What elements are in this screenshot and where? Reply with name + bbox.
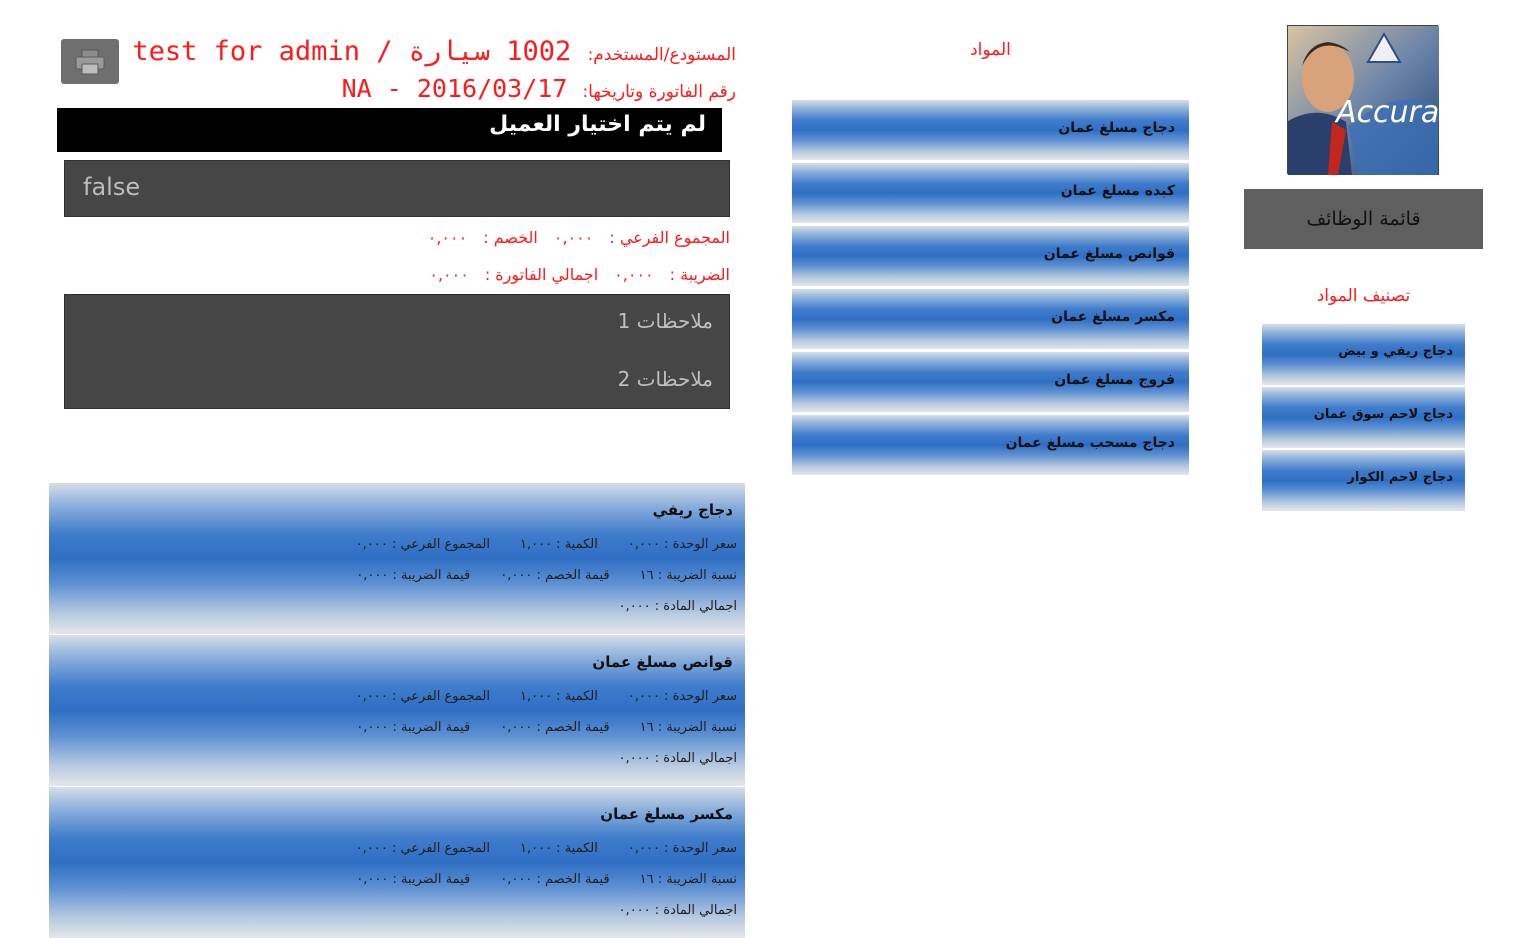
logo-image bbox=[1288, 26, 1439, 175]
item-unit-price: سعر الوحدة : ٠,٠٠٠ bbox=[627, 537, 737, 552]
item-tax-value: قيمة الضريبة : ٠,٠٠٠ bbox=[356, 720, 471, 735]
category-button[interactable]: دجاج لاحم سوق عمان bbox=[1262, 387, 1465, 448]
material-button[interactable]: قوانص مسلغ عمان bbox=[792, 226, 1189, 286]
item-row-tax bbox=[326, 872, 737, 887]
item-quantity: الكمية : ١,٠٠٠ bbox=[519, 689, 598, 704]
item-quantity: الكمية : ١,٠٠٠ bbox=[519, 537, 598, 552]
invoice-items-list[interactable] bbox=[49, 483, 745, 918]
item-name: قوانص مسلغ عمان bbox=[592, 653, 733, 671]
item-tax-rate: نسبة الضريبة : ١٦ bbox=[639, 720, 737, 735]
item-unit-price: سعر الوحدة : ٠,٠٠٠ bbox=[627, 841, 737, 856]
material-button[interactable]: كبده مسلغ عمان bbox=[792, 163, 1189, 223]
discount-value: ٠,٠٠٠ bbox=[427, 228, 468, 247]
summary-line-1 bbox=[412, 228, 730, 247]
invoice-line-item[interactable] bbox=[49, 635, 745, 786]
material-button[interactable]: دجاج مسحب مسلغ عمان bbox=[792, 415, 1189, 475]
app-logo bbox=[1287, 25, 1438, 174]
materials-list bbox=[792, 100, 1189, 478]
invoice-line-item[interactable] bbox=[49, 483, 745, 634]
item-discount-value: قيمة الخصم : ٠,٠٠٠ bbox=[500, 720, 610, 735]
item-row-prices bbox=[326, 689, 737, 704]
invoice-line-item[interactable] bbox=[49, 787, 745, 938]
item-tax-rate: نسبة الضريبة : ١٦ bbox=[639, 568, 737, 583]
tax-label: الضريبة : bbox=[669, 265, 730, 284]
tax-value: ٠,٠٠٠ bbox=[614, 265, 654, 284]
item-discount-value: قيمة الخصم : ٠,٠٠٠ bbox=[500, 568, 610, 583]
invoice-total-label: اجمالي الفاتورة : bbox=[484, 265, 599, 284]
invoice-number-line bbox=[342, 74, 736, 103]
subtotal-label: المجموع الفرعي : bbox=[609, 228, 730, 247]
category-button[interactable]: دجاج ريفي و بيض bbox=[1262, 324, 1465, 385]
item-row-prices bbox=[326, 537, 737, 552]
item-subtotal: المجموع الفرعي : ٠,٠٠٠ bbox=[355, 841, 490, 856]
invoice-total-value: ٠,٠٠٠ bbox=[429, 265, 469, 284]
item-discount-value: قيمة الخصم : ٠,٠٠٠ bbox=[500, 872, 610, 887]
subtotal-value: ٠,٠٠٠ bbox=[553, 228, 594, 247]
categories-list bbox=[1262, 324, 1465, 513]
functions-menu-button[interactable]: قائمة الوظائف bbox=[1244, 189, 1483, 249]
user-warehouse-label: المستودع/المستخدم: bbox=[587, 45, 736, 65]
printer-icon bbox=[73, 48, 107, 76]
item-row-total bbox=[589, 751, 737, 766]
item-row-prices bbox=[326, 841, 737, 856]
customer-select-bar[interactable]: لم يتم اختيار العميل bbox=[57, 108, 722, 152]
notes-2-field[interactable]: ملاحظات 2 bbox=[617, 367, 713, 391]
item-subtotal: المجموع الفرعي : ٠,٠٠٠ bbox=[355, 537, 490, 552]
notes-1-field[interactable]: ملاحظات 1 bbox=[617, 309, 713, 333]
item-total: اجمالي المادة : ٠,٠٠٠ bbox=[618, 903, 737, 918]
material-button[interactable]: مكسر مسلغ عمان bbox=[792, 289, 1189, 349]
item-row-tax bbox=[326, 720, 737, 735]
customer-field[interactable]: false bbox=[64, 160, 730, 217]
logo-text: Accura bbox=[1336, 95, 1440, 130]
item-unit-price: سعر الوحدة : ٠,٠٠٠ bbox=[627, 689, 737, 704]
summary-line-2 bbox=[413, 265, 730, 284]
item-name: دجاج ريفي bbox=[652, 501, 733, 519]
item-name: مكسر مسلغ عمان bbox=[600, 805, 733, 823]
material-button[interactable]: دجاج مسلغ عمان bbox=[792, 100, 1189, 160]
print-button[interactable] bbox=[61, 39, 119, 84]
invoice-number-value: 2016/03/17 - NA bbox=[341, 74, 568, 103]
discount-label: الخصم : bbox=[483, 228, 538, 247]
item-quantity: الكمية : ١,٠٠٠ bbox=[519, 841, 598, 856]
item-total: اجمالي المادة : ٠,٠٠٠ bbox=[618, 599, 737, 614]
materials-title: المواد bbox=[970, 40, 1011, 60]
item-tax-value: قيمة الضريبة : ٠,٠٠٠ bbox=[356, 568, 471, 583]
item-tax-value: قيمة الضريبة : ٠,٠٠٠ bbox=[356, 872, 471, 887]
item-subtotal: المجموع الفرعي : ٠,٠٠٠ bbox=[355, 689, 490, 704]
item-row-total bbox=[589, 599, 737, 614]
item-total: اجمالي المادة : ٠,٠٠٠ bbox=[618, 751, 737, 766]
categories-title: تصنيف المواد bbox=[1316, 286, 1411, 306]
item-row-tax bbox=[326, 568, 737, 583]
item-row-total bbox=[589, 903, 737, 918]
user-warehouse-value: 1002 سيارة / test for admin bbox=[132, 36, 572, 67]
invoice-number-label: رقم الفاتورة وتاريخها: bbox=[582, 82, 736, 102]
user-warehouse-line bbox=[132, 36, 736, 67]
category-button[interactable]: دجاج لاحم الكوار bbox=[1262, 450, 1465, 511]
notes-box bbox=[64, 294, 730, 409]
item-tax-rate: نسبة الضريبة : ١٦ bbox=[639, 872, 737, 887]
material-button[interactable]: فروج مسلغ عمان bbox=[792, 352, 1189, 412]
